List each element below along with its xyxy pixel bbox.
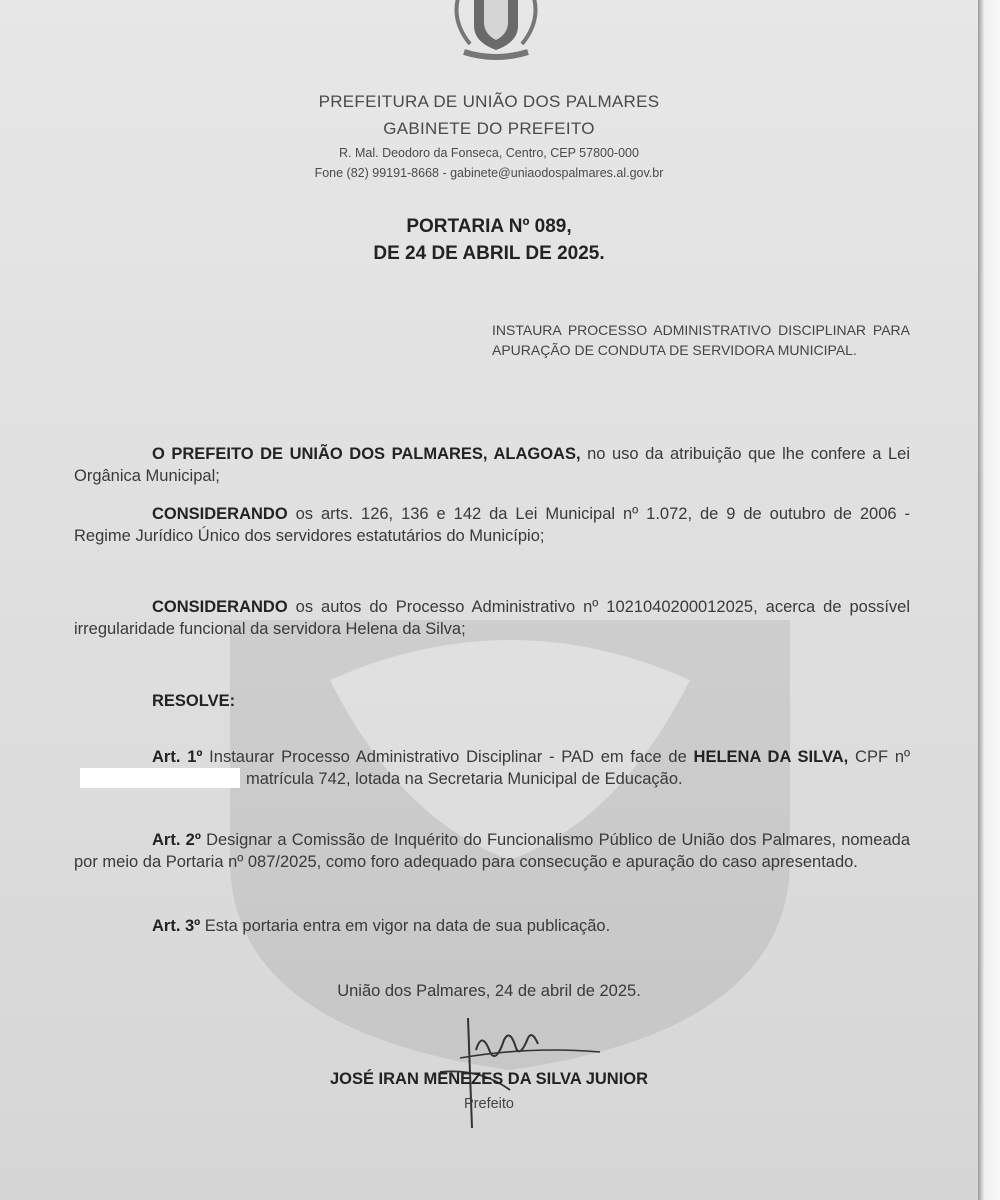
page-edge bbox=[978, 0, 1000, 1200]
considerando-2-text: os autos do Processo Administrativo nº 1021040200012025, acerca de possível irregularidade funcional da servidora Helena da Silva; bbox=[74, 598, 910, 638]
article-1-text-c: matrícula 742, lotada na Secretaria Municipal de Educação. bbox=[246, 770, 683, 788]
considerando-2-bold: CONSIDERANDO bbox=[152, 598, 288, 616]
considerando-1-bold: CONSIDERANDO bbox=[152, 505, 288, 523]
header-gabinete: GABINETE DO PREFEITO bbox=[383, 119, 595, 138]
article-2-text: Designar a Comissão de Inquérito do Funcionalismo Público de União dos Palmares, nomeada por meio da Portaria nº 087/2025, como foro adequado para consecução e apuração do caso apresentado. bbox=[74, 831, 911, 871]
municipal-coat-of-arms-icon bbox=[440, 0, 552, 64]
article-3-text: Esta portaria entra em vigor na data de sua publicação. bbox=[200, 917, 611, 935]
resolve-heading: RESOLVE: bbox=[152, 692, 236, 710]
redaction-box bbox=[80, 768, 240, 788]
portaria-date: DE 24 DE ABRIL DE 2025. bbox=[373, 243, 605, 264]
preamble-text: no uso da atribuição que lhe confere a Lei Orgânica Municipal; bbox=[74, 445, 910, 485]
considerando-1-text: os arts. 126, 136 e 142 da Lei Municipal nº 1.072, de 9 de outubro de 2006 - Regime Jurídico Único dos servidores estatutários do Município; bbox=[74, 505, 910, 545]
article-2 bbox=[74, 829, 910, 873]
article-3 bbox=[74, 915, 910, 937]
article-1-text-b: CPF nº bbox=[848, 748, 911, 766]
preamble-bold: O PREFEITO DE UNIÃO DOS PALMARES, ALAGOAS, bbox=[152, 445, 581, 463]
header-prefeitura: PREFEITURA DE UNIÃO DOS PALMARES bbox=[318, 92, 660, 111]
article-1-text-a: Instaurar Processo Administrativo Disciplinar - PAD em face de bbox=[202, 748, 694, 766]
article-1-name: HELENA DA SILVA, bbox=[693, 748, 849, 766]
portaria-number: PORTARIA Nº 089, bbox=[406, 216, 572, 237]
signer-name: JOSÉ IRAN MENEZES DA SILVA JUNIOR bbox=[329, 1070, 649, 1088]
considerando-paragraph-1 bbox=[74, 503, 910, 547]
preamble-paragraph bbox=[74, 443, 910, 487]
header-address: R. Mal. Deodoro da Fonseca, Centro, CEP 57800-000 bbox=[339, 146, 639, 160]
signer-role: Prefeito bbox=[464, 1096, 514, 1112]
ementa: INSTAURA PROCESSO ADMINISTRATIVO DISCIPLINAR PARA APURAÇÃO DE CONDUTA DE SERVIDORA MUNICIPAL. bbox=[492, 322, 910, 358]
considerando-paragraph-2 bbox=[74, 596, 910, 640]
place-date: União dos Palmares, 24 de abril de 2025. bbox=[337, 982, 641, 1000]
article-1-label: Art. 1º bbox=[152, 748, 203, 766]
article-2-label: Art. 2º bbox=[152, 831, 201, 849]
article-3-label: Art. 3º bbox=[152, 917, 201, 935]
article-1 bbox=[74, 746, 910, 790]
header-contact: Fone (82) 99191-8668 - gabinete@uniaodospalmares.al.gov.br bbox=[314, 166, 664, 180]
